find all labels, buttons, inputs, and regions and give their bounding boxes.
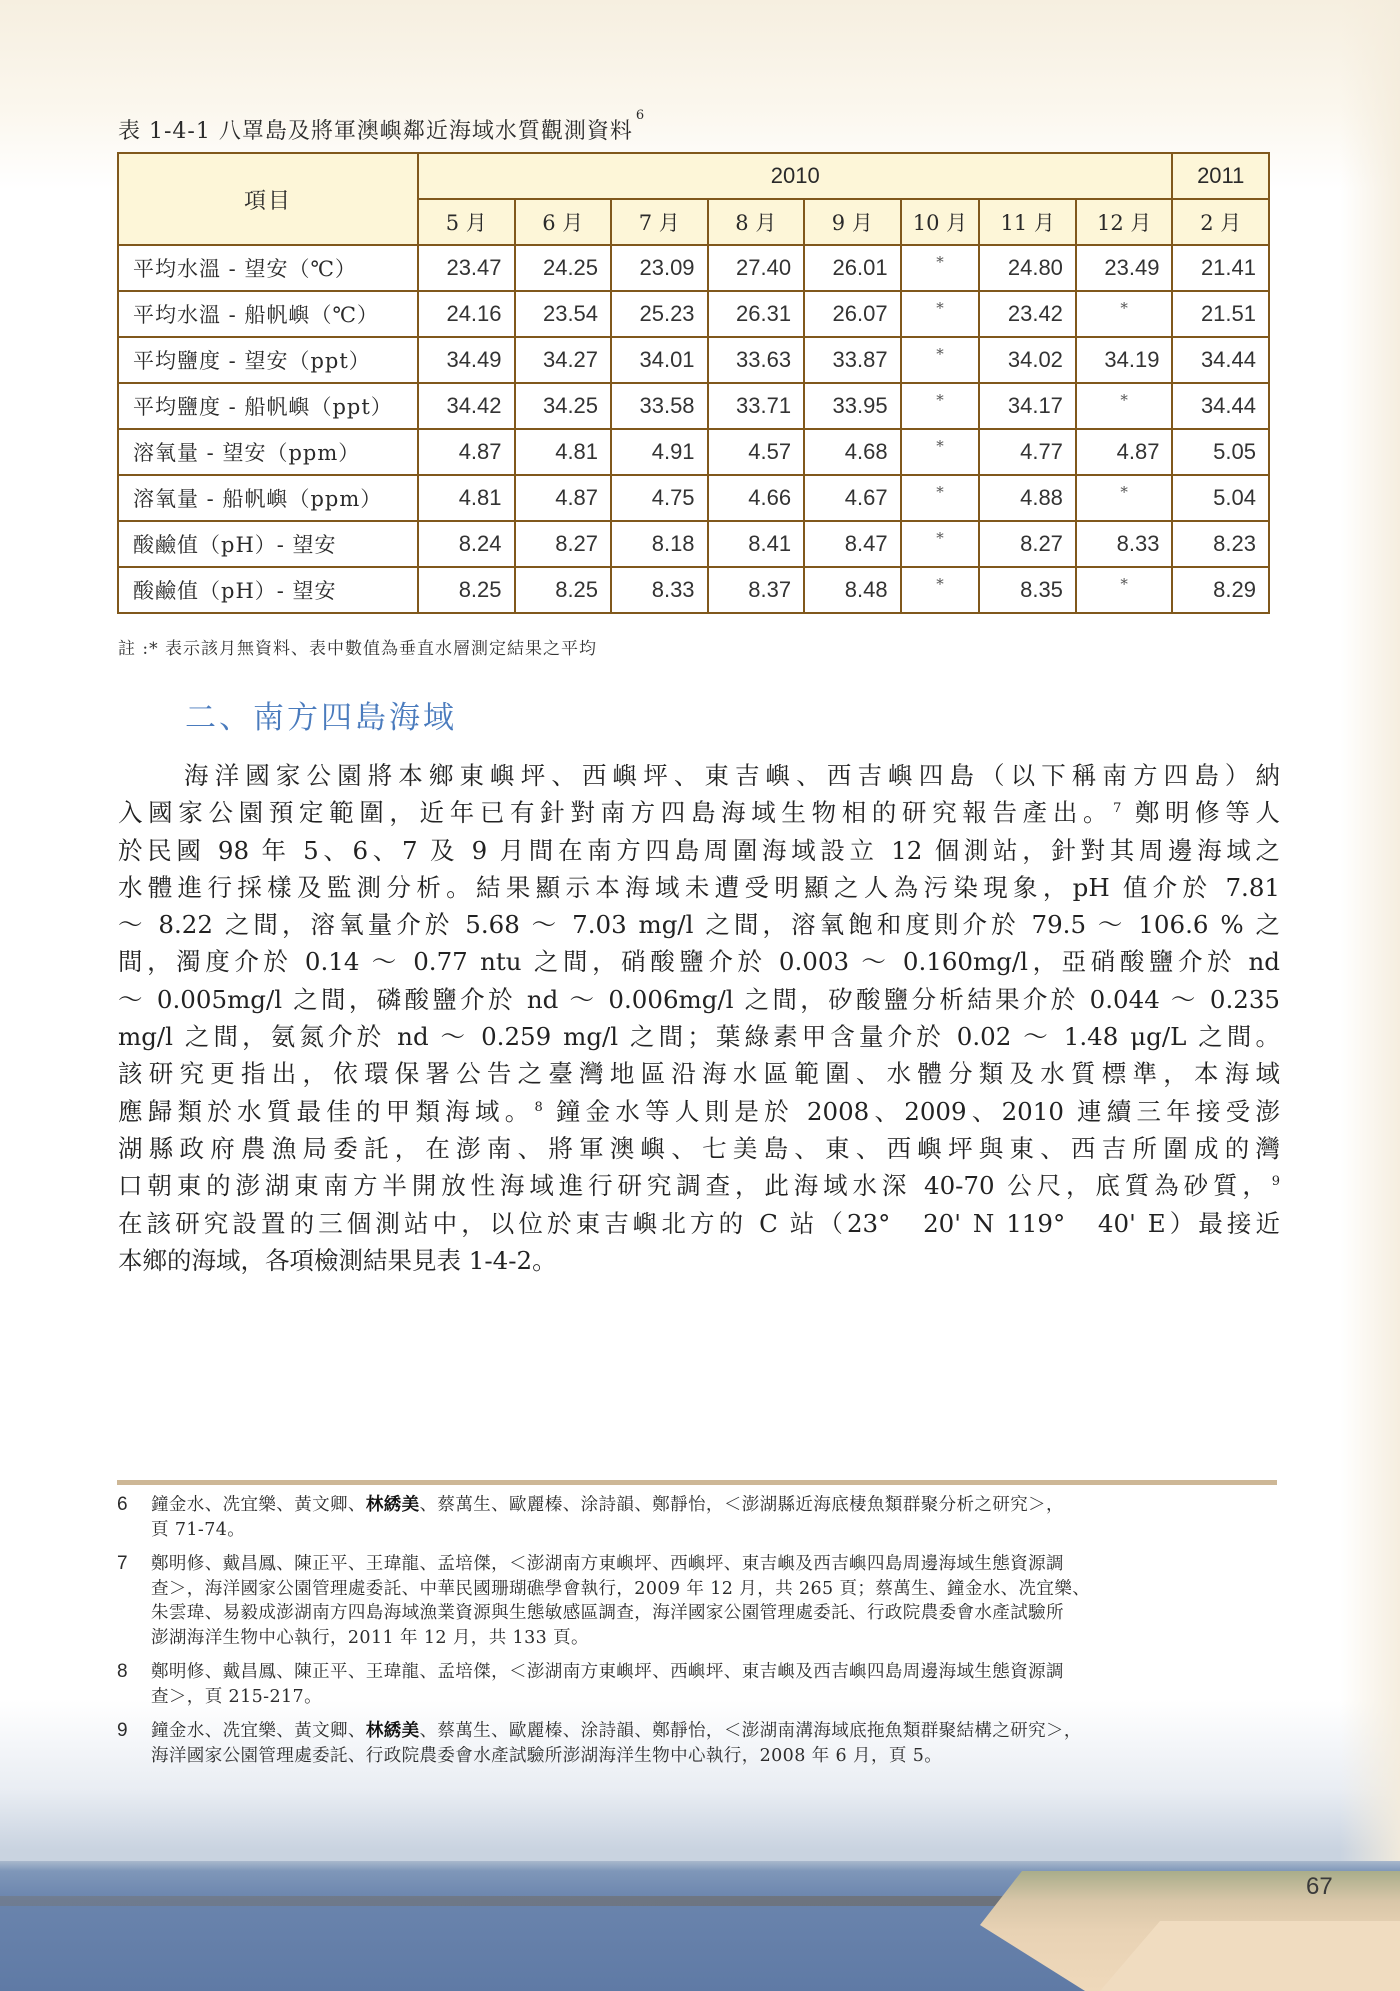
value-cell: 34.25 bbox=[515, 383, 612, 429]
footnote-bold-author: 林綉美 bbox=[365, 1495, 420, 1515]
footnote-item bbox=[117, 1552, 1277, 1650]
value-cell: 4.87 bbox=[515, 475, 612, 521]
footnote-line: 鄭明修、戴昌鳳、陳正平、王瑋龍、孟培傑，＜澎湖南方東嶼坪、西嶼坪、東吉嶼及西吉嶼四島周邊海域生態資源調 bbox=[151, 1554, 1064, 1574]
value-cell: 26.07 bbox=[804, 291, 901, 337]
no-data-cell bbox=[901, 383, 980, 429]
footnotes bbox=[117, 1493, 1277, 1778]
no-data-cell bbox=[1076, 567, 1173, 613]
value-cell: 8.27 bbox=[979, 521, 1076, 567]
value-cell: 34.19 bbox=[1076, 337, 1173, 383]
body-text-segment: 口朝東的澎湖東南方半開放性海域進行研究調查，此海域水深 40-70 公尺，底質為砂質， bbox=[118, 1171, 1272, 1201]
section-heading: 二、南方四島海域 bbox=[185, 700, 457, 736]
no-data-mark: * bbox=[1120, 299, 1128, 317]
reef-image bbox=[0, 1896, 1100, 1906]
value-cell: 8.18 bbox=[611, 521, 708, 567]
value-cell: 24.16 bbox=[418, 291, 515, 337]
column-header-month: 2 月 bbox=[1172, 199, 1269, 245]
value-cell: 34.44 bbox=[1172, 383, 1269, 429]
body-line: mg/l 之間，氨氮介於 nd ～ 0.259 mg/l 之間；葉綠素甲含量介於 0.02 ～ 1.48 μg/L 之間。 bbox=[118, 1022, 1280, 1052]
no-data-mark: * bbox=[936, 345, 944, 363]
value-cell: 23.54 bbox=[515, 291, 612, 337]
row-label: 平均水溫 - 望安（℃） bbox=[118, 245, 418, 291]
footnote-line: 查＞，頁 215-217。 bbox=[151, 1686, 322, 1707]
table-row bbox=[118, 521, 1269, 567]
no-data-mark: * bbox=[936, 391, 944, 409]
value-cell: 34.01 bbox=[611, 337, 708, 383]
footnote-ref[interactable]: 7 bbox=[1113, 801, 1122, 817]
value-cell: 8.23 bbox=[1172, 521, 1269, 567]
value-cell: 8.37 bbox=[708, 567, 805, 613]
value-cell: 5.05 bbox=[1172, 429, 1269, 475]
body-line: 在該研究設置的三個測站中，以位於東吉嶼北方的 C 站（23° 20' N 119° 40' E）最接近 bbox=[118, 1208, 1280, 1238]
body-line: 水體進行採樣及監測分析。結果顯示本海域未遭受明顯之人為污染現象，pH 值介於 7.81 bbox=[118, 872, 1280, 902]
value-cell: 33.95 bbox=[804, 383, 901, 429]
column-header-month: 5 月 bbox=[418, 199, 515, 245]
no-data-cell bbox=[901, 567, 980, 613]
body-line: 海洋國家公園將本鄉東嶼坪、西嶼坪、東吉嶼、西吉嶼四島（以下稱南方四島）納 bbox=[184, 761, 1280, 790]
no-data-cell bbox=[901, 429, 980, 475]
body-line: 於民國 98 年 5、6、7 及 9 月間在南方四島周圍海域設立 12 個測站，針對其周邊海域之 bbox=[118, 835, 1280, 865]
table-caption bbox=[118, 108, 646, 145]
footnote-authors-title: 、蔡萬生、歐麗榛、涂詩韻、鄭靜怡，＜澎湖縣近海底棲魚類群聚分析之研究＞， bbox=[419, 1495, 1064, 1515]
value-cell: 33.71 bbox=[708, 383, 805, 429]
footnote-authors: 鐘金水、冼宜樂、黃文卿、 bbox=[151, 1495, 366, 1515]
value-cell: 4.81 bbox=[515, 429, 612, 475]
coastal-photo-banner bbox=[0, 1861, 1400, 1991]
value-cell: 23.09 bbox=[611, 245, 708, 291]
footnote-text bbox=[151, 1493, 1277, 1542]
column-header-month: 8 月 bbox=[708, 199, 805, 245]
table-header-row-years bbox=[118, 153, 1269, 199]
footnote-item bbox=[117, 1493, 1277, 1542]
no-data-mark: * bbox=[936, 529, 944, 547]
footnote-line: 澎湖海洋生物中心執行，2011 年 12 月，共 133 頁。 bbox=[151, 1627, 589, 1648]
value-cell: 34.44 bbox=[1172, 337, 1269, 383]
body-text-segment: 應歸類於水質最佳的甲類海域。 bbox=[118, 1096, 535, 1126]
footnote-ref[interactable]: 6 bbox=[635, 108, 646, 123]
body-line bbox=[118, 1093, 1280, 1130]
value-cell: 4.57 bbox=[708, 429, 805, 475]
value-cell: 24.80 bbox=[979, 245, 1076, 291]
no-data-cell bbox=[901, 337, 980, 383]
body-line: 間，濁度介於 0.14 ～ 0.77 ntu 之間，硝酸鹽介於 0.003 ～ 0.160mg/l，亞硝酸鹽介於 nd bbox=[118, 947, 1280, 977]
value-cell: 4.77 bbox=[979, 429, 1076, 475]
footnote-authors-title: 、蔡萬生、歐麗榛、涂詩韻、鄭靜怡，＜澎湖南溝海域底拖魚類群聚結構之研究＞， bbox=[419, 1721, 1082, 1741]
no-data-cell bbox=[901, 291, 980, 337]
footnote-line: 頁 71-74。 bbox=[151, 1519, 246, 1540]
body-line: 湖縣政府農漁局委託，在澎南、將軍澳嶼、七美島、東、西嶼坪與東、西吉所圍成的灣 bbox=[118, 1133, 1280, 1163]
value-cell: 34.49 bbox=[418, 337, 515, 383]
value-cell: 25.23 bbox=[611, 291, 708, 337]
no-data-mark: * bbox=[936, 575, 944, 593]
table-row bbox=[118, 475, 1269, 521]
value-cell: 8.25 bbox=[515, 567, 612, 613]
no-data-cell bbox=[901, 475, 980, 521]
value-cell: 34.17 bbox=[979, 383, 1076, 429]
body-line: 該研究更指出，依環保署公告之臺灣地區沿海水區範圍、水體分類及水質標準，本海域 bbox=[118, 1059, 1280, 1089]
no-data-cell bbox=[1076, 383, 1173, 429]
footnote-number: 7 bbox=[117, 1553, 128, 1574]
value-cell: 26.01 bbox=[804, 245, 901, 291]
value-cell: 8.47 bbox=[804, 521, 901, 567]
table-note: 註 :* 表示該月無資料、表中數值為垂直水層測定結果之平均 bbox=[118, 639, 598, 659]
no-data-mark: * bbox=[1120, 391, 1128, 409]
footnote-item bbox=[117, 1660, 1277, 1709]
footnote-text bbox=[151, 1719, 1277, 1768]
value-cell: 8.41 bbox=[708, 521, 805, 567]
water-quality-table bbox=[117, 152, 1270, 614]
value-cell: 24.25 bbox=[515, 245, 612, 291]
table-caption-text: 表 1-4-1 八罩島及將軍澳嶼鄰近海域水質觀測資料 bbox=[118, 119, 633, 144]
column-header-year-2010: 2010 bbox=[418, 153, 1172, 199]
value-cell: 4.81 bbox=[418, 475, 515, 521]
value-cell: 8.35 bbox=[979, 567, 1076, 613]
no-data-cell bbox=[901, 245, 980, 291]
column-header-year-2011: 2011 bbox=[1172, 153, 1269, 199]
footnote-bold-author: 林綉美 bbox=[365, 1721, 420, 1741]
column-header-month: 7 月 bbox=[611, 199, 708, 245]
value-cell: 34.02 bbox=[979, 337, 1076, 383]
value-cell: 8.48 bbox=[804, 567, 901, 613]
footnote-number: 8 bbox=[117, 1661, 128, 1682]
value-cell: 26.31 bbox=[708, 291, 805, 337]
value-cell: 33.58 bbox=[611, 383, 708, 429]
value-cell: 4.68 bbox=[804, 429, 901, 475]
row-label: 平均鹽度 - 船帆嶼（ppt） bbox=[118, 383, 418, 429]
column-header-item: 項目 bbox=[118, 153, 418, 245]
footnote-line: 鄭明修、戴昌鳳、陳正平、王瑋龍、孟培傑，＜澎湖南方東嶼坪、西嶼坪、東吉嶼及西吉嶼四島周邊海域生態資源調 bbox=[151, 1662, 1064, 1682]
value-cell: 8.29 bbox=[1172, 567, 1269, 613]
row-label: 溶氧量 - 望安（ppm） bbox=[118, 429, 418, 475]
value-cell: 4.91 bbox=[611, 429, 708, 475]
row-label: 溶氧量 - 船帆嶼（ppm） bbox=[118, 475, 418, 521]
no-data-mark: * bbox=[936, 253, 944, 271]
value-cell: 8.33 bbox=[1076, 521, 1173, 567]
no-data-mark: * bbox=[1120, 483, 1128, 501]
footnote-line: 朱雲瑋、易毅成澎湖南方四島海域漁業資源與生態敏感區調查，海洋國家公園管理處委託、行政院農委會水產試驗所 bbox=[151, 1603, 1064, 1623]
page-edge-shading bbox=[1340, 0, 1400, 1991]
no-data-cell bbox=[901, 521, 980, 567]
body-text-segment: 入國家公園預定範圍，近年已有針對南方四島海域生物相的研究報告產出。 bbox=[118, 798, 1114, 828]
value-cell: 27.40 bbox=[708, 245, 805, 291]
value-cell: 8.27 bbox=[515, 521, 612, 567]
value-cell: 34.27 bbox=[515, 337, 612, 383]
body-line bbox=[118, 794, 1280, 831]
body-text-segment: 鄭明修等人 bbox=[1134, 798, 1280, 828]
table-row bbox=[118, 429, 1269, 475]
no-data-mark: * bbox=[936, 299, 944, 317]
value-cell: 21.51 bbox=[1172, 291, 1269, 337]
footnote-ref[interactable]: 9 bbox=[1271, 1174, 1280, 1190]
value-cell: 5.04 bbox=[1172, 475, 1269, 521]
footnote-ref[interactable]: 8 bbox=[534, 1099, 543, 1115]
table-row bbox=[118, 383, 1269, 429]
no-data-mark: * bbox=[1120, 575, 1128, 593]
footnote-text bbox=[151, 1552, 1277, 1650]
value-cell: 4.87 bbox=[418, 429, 515, 475]
table-row bbox=[118, 291, 1269, 337]
value-cell: 33.87 bbox=[804, 337, 901, 383]
no-data-mark: * bbox=[936, 483, 944, 501]
row-label: 酸鹼值（pH）- 望安 bbox=[118, 567, 418, 613]
footnote-line bbox=[151, 1719, 1277, 1744]
column-header-month: 9 月 bbox=[804, 199, 901, 245]
value-cell: 23.42 bbox=[979, 291, 1076, 337]
value-cell: 4.67 bbox=[804, 475, 901, 521]
table-row bbox=[118, 567, 1269, 613]
no-data-cell bbox=[1076, 475, 1173, 521]
value-cell: 23.47 bbox=[418, 245, 515, 291]
value-cell: 4.75 bbox=[611, 475, 708, 521]
value-cell: 21.41 bbox=[1172, 245, 1269, 291]
body-line: ～ 8.22 之間，溶氧量介於 5.68 ～ 7.03 mg/l 之間，溶氧飽和度則介於 79.5 ～ 106.6 % 之 bbox=[118, 910, 1280, 940]
row-label: 平均鹽度 - 望安（ppt） bbox=[118, 337, 418, 383]
footnote-item bbox=[117, 1719, 1277, 1768]
footnote-line bbox=[151, 1493, 1277, 1518]
footnote-text bbox=[151, 1660, 1277, 1709]
column-header-month: 11 月 bbox=[979, 199, 1076, 245]
row-label: 平均水溫 - 船帆嶼（℃） bbox=[118, 291, 418, 337]
table-row bbox=[118, 337, 1269, 383]
column-header-month: 12 月 bbox=[1076, 199, 1173, 245]
value-cell: 4.87 bbox=[1076, 429, 1173, 475]
footnote-divider bbox=[117, 1480, 1277, 1485]
value-cell: 8.33 bbox=[611, 567, 708, 613]
value-cell: 4.66 bbox=[708, 475, 805, 521]
value-cell: 4.88 bbox=[979, 475, 1076, 521]
body-text-segment: 鐘金水等人則是於 2008、2009、2010 連續三年接受澎 bbox=[555, 1096, 1280, 1126]
footnote-authors: 鐘金水、冼宜樂、黃文卿、 bbox=[151, 1721, 366, 1741]
body-line bbox=[118, 1167, 1280, 1204]
page-number: 67 bbox=[1306, 1873, 1333, 1900]
value-cell: 8.25 bbox=[418, 567, 515, 613]
table-row bbox=[118, 245, 1269, 291]
value-cell: 34.42 bbox=[418, 383, 515, 429]
value-cell: 23.49 bbox=[1076, 245, 1173, 291]
table-body bbox=[118, 245, 1269, 613]
body-line: 本鄉的海域，各項檢測結果見表 1-4-2。 bbox=[118, 1245, 557, 1275]
no-data-cell bbox=[1076, 291, 1173, 337]
value-cell: 8.24 bbox=[418, 521, 515, 567]
section-body-paragraph bbox=[118, 757, 1280, 1279]
body-line: ～ 0.005mg/l 之間，磷酸鹽介於 nd ～ 0.006mg/l 之間，矽酸鹽分析結果介於 0.044 ～ 0.235 bbox=[118, 984, 1280, 1014]
column-header-month: 6 月 bbox=[515, 199, 612, 245]
footnote-number: 6 bbox=[117, 1494, 128, 1515]
footnote-number: 9 bbox=[117, 1720, 128, 1741]
footnote-line: 海洋國家公園管理處委託、行政院農委會水產試驗所澎湖海洋生物中心執行，2008 年 6 月，頁 5。 bbox=[151, 1745, 943, 1766]
no-data-mark: * bbox=[936, 437, 944, 455]
footnote-line: 查＞，海洋國家公園管理處委託、中華民國珊瑚礁學會執行，2009 年 12 月，共 265 頁；蔡萬生、鐘金水、冼宜樂、 bbox=[151, 1578, 1091, 1599]
column-header-month: 10 月 bbox=[901, 199, 980, 245]
value-cell: 33.63 bbox=[708, 337, 805, 383]
row-label: 酸鹼值（pH）- 望安 bbox=[118, 521, 418, 567]
